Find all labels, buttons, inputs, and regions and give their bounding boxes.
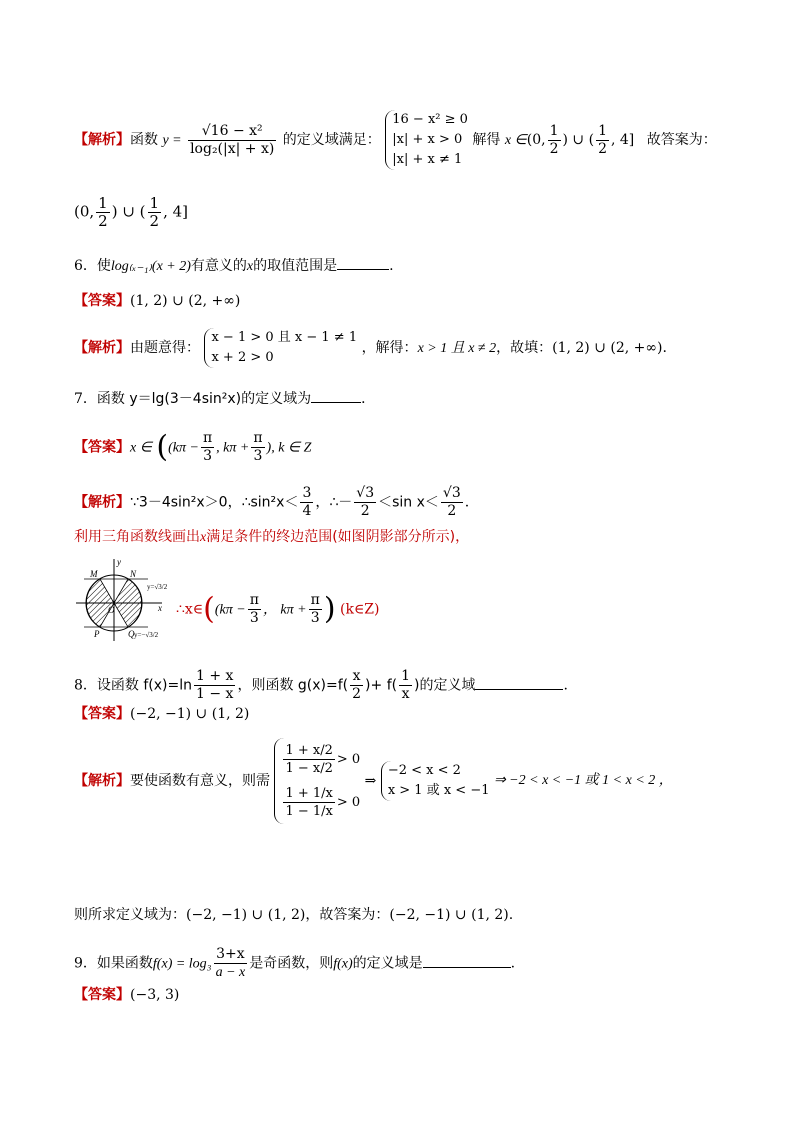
q5-f1-close: ) ∪ ( [562,132,595,148]
one: 1 [401,668,411,684]
q7-ans-open: (kπ − [168,440,199,456]
q6-text1: 使 [96,258,111,274]
three: 3 [310,610,320,626]
q8-f [194,668,235,703]
fig-label-p: P [94,629,100,639]
half-den: 2 [149,212,160,230]
q7-jx-part2: ，∴－ [315,494,353,511]
c2-num: 1 + 1/x [285,786,333,801]
q5-half-2 [596,123,609,158]
root3: √3 [356,485,375,501]
q8-jx-lead: 要使函数有意义，则需 [130,773,270,789]
q6-analysis [74,328,667,368]
q8-cond-1 [281,742,360,777]
fig-label-upper: y=√3/2 [147,583,168,591]
q7-line2-a: 利用三角函数线画出 [74,529,200,545]
q7-answer [74,430,311,465]
gt0: > 0 [336,752,361,767]
half-num: 1 [149,194,160,212]
q7-res-pi3-a [248,592,261,627]
q6-jx-fill: ，故填： [496,340,553,356]
q5-lead: 函数 [130,132,158,148]
q7-res-pi3-b [309,592,322,627]
pi: π [310,592,320,608]
q8-sys2-1: −2 < x < 2 [387,763,461,778]
half-num: 1 [598,122,607,139]
unit-circle-figure [74,555,174,645]
q7-r32-a [354,485,376,520]
q6-jx-cond: x > 1 且 x ≠ 2 [417,341,497,356]
q6-number: 6． [74,258,97,274]
pi: π [253,430,263,446]
q8-answer-value: (−2, −1) ∪ (1, 2) [130,706,250,722]
q6-answer [74,291,240,311]
q8-final-ans2: (−2, −1) ∪ (1, 2) [389,907,509,923]
q5-analysis [74,110,717,170]
q8-x2 [350,668,363,703]
q7-res-pre: ∴x∈ [176,601,204,618]
q8-system [274,738,360,824]
q8-final-end: . [508,907,514,923]
q7-line2-rest: 满足条件的终边范围(如图阴影部分所示)， [206,529,470,545]
q7-pi3-a [201,430,214,465]
q7-jx-end: . [464,494,470,511]
two: 2 [360,503,370,519]
fig-label-y: y [117,557,121,567]
q9-fx: f(x) = log₃ [152,956,212,972]
f34-den: 4 [302,503,312,519]
q5-ans-open: (0, [74,202,95,221]
fig-label-n: N [130,569,137,579]
q5-fraction [188,123,276,158]
q7-analysis [74,485,469,520]
q9-frac [214,946,248,981]
q7-blank[interactable] [311,388,361,403]
q8-c2 [283,785,334,820]
q8-arrow: ⇒ [364,773,377,789]
answer-label: 【答案】 [74,706,130,722]
analysis-label: 【解析】 [74,132,130,148]
fig-label-lower: y=−√3/2 [134,631,159,639]
answer-label: 【答案】 [74,293,130,309]
q5-cond-2: |x| + x > 0 [392,132,463,147]
three: 3 [203,448,212,464]
analysis-label: 【解析】 [74,340,130,356]
q8-text3: )+ f( [365,677,398,694]
q7-ans-pre: x ∈ [130,440,152,456]
q5-ans-half-2 [148,195,162,230]
q5-cond-3: |x| + x ≠ 1 [392,152,463,167]
q7-jx-part3: ＜sin x＜ [378,494,439,511]
q5-y: y = [162,133,182,148]
q5-ans-half-1 [96,195,110,230]
half-num: 1 [549,122,559,139]
q9-f-num: 3+x [214,946,248,964]
q9-answer [74,985,179,1005]
q5-tail: 故答案为： [646,132,717,148]
q7-pi3-b [251,430,264,465]
q5-half-1 [548,123,561,158]
q8-text4: )的定义域 [414,677,476,694]
q6-jx-end: . [662,340,667,356]
half-den: 2 [549,140,559,157]
q8-text1: 设函数 f(x)=ln [96,677,193,694]
q8-f-den: 1 − x [196,686,234,702]
q8-f-num: 1 + x [196,668,234,684]
q6-system [204,328,357,368]
fig-label-q: Q [128,629,135,639]
q8-c1 [283,742,334,777]
q5-solve: 解得 [472,132,501,148]
q8-analysis [74,738,673,824]
q7-res-close: ) [323,591,336,627]
q6-cond-1: x − 1 > 0 且 x − 1 ≠ 1 [211,330,358,345]
q7-r32-b [441,485,463,520]
q6-expr: log₍ₓ₋₁₎(x + 2) [110,259,191,274]
two: 2 [447,503,457,519]
three: 3 [253,448,263,464]
q6-answer-value: (1, 2) ∪ (2, +∞) [130,293,241,309]
q6-cond-2: x + 2 > 0 [211,350,274,365]
q8-final2: ，故答案为： [305,907,390,923]
q7-f34 [300,485,313,520]
q7-text: 函数 y＝lg(3－4sin²x)的定义域为 [96,391,312,407]
half-den: 2 [598,140,607,157]
q5-mid: 的定义域满足： [282,132,381,148]
q6-blank[interactable] [337,255,389,270]
c1-den: 1 − x/2 [285,761,333,776]
q8-blank[interactable] [475,675,563,690]
fig-label-x: x [158,603,162,613]
q5-system [385,110,468,170]
q7-ans-mid: , kπ + [216,440,250,456]
q8-question [74,668,568,703]
q8-final-ans: (−2, −1) ∪ (1, 2) [186,907,306,923]
three: 3 [249,610,259,626]
q7-res-paren-l: ( [203,591,215,627]
gt0: > 0 [336,795,361,810]
pi: π [249,592,259,608]
q9-text3: 的定义域是 [352,955,423,972]
q7-res-open: (kπ − [214,602,246,618]
q7-question [74,388,375,409]
q9-f-den: a − x [215,965,246,980]
q7-result [176,592,380,627]
half-den: 2 [98,212,108,230]
q7-res-k: (k∈Z) [340,601,380,618]
q8-final [74,905,513,925]
q8-end: . [563,677,568,694]
q5-numerator: √16 − x² [188,123,276,141]
q5-ans-close: , 4] [163,202,189,221]
answer-label: 【答案】 [74,439,130,456]
q9-number: 9． [74,955,97,972]
answer-label: 【答案】 [74,987,130,1003]
q9-text2: 是奇函数，则 [249,955,334,972]
two: 2 [352,686,362,702]
c1-num: 1 + x/2 [285,743,333,758]
analysis-label: 【解析】 [74,773,130,789]
q9-end: . [510,955,516,972]
fig-label-m: M [90,569,98,579]
q7-number: 7． [74,391,97,407]
q8-text2: ，则函数 g(x)=f( [237,677,349,694]
q5-f1-open: (0, [526,132,546,148]
q5-answer-line [74,195,188,230]
q6-jx-mid: ，解得： [361,340,418,356]
q8-1x [399,668,412,703]
q7-res-mid: ， kπ + [262,602,307,618]
q7-paren-l: ( [156,429,169,465]
q5-cond-1: 16 − x² ≥ 0 [392,112,468,127]
q5-f2-close: , 4] [610,132,635,148]
q9-answer-value: (−3, 3) [130,987,180,1003]
q8-number: 8． [74,677,97,694]
fig-label-o: O [108,605,115,615]
q8-cond-2 [281,785,360,820]
q7-line2 [74,527,469,548]
x: x [350,668,363,686]
q9-question [74,946,515,981]
q8-final1: 则所求定义域为： [74,907,186,923]
q5-x-in: x ∈ [504,133,527,148]
q6-question [74,255,394,277]
q8-result: ⇒ −2 < x < −1 或 1 < x < 2 ， [493,773,673,788]
pi: π [202,430,213,446]
q7-ans-close: ), k ∈ Z [266,440,312,456]
c2-den: 1 − 1/x [285,804,333,819]
q9-text1: 如果函数 [96,955,153,972]
q6-text3: 的取值范围是 [253,258,338,274]
f34-num: 3 [302,485,312,501]
analysis-label: 【解析】 [74,494,130,511]
q6-end: . [389,258,394,274]
q9-blank[interactable] [423,953,511,968]
q5-denominator: log₂(|x| + x) [190,140,275,157]
half-num: 1 [98,194,108,212]
q7-line2-var: x [200,530,207,545]
q6-var: x [246,259,254,274]
x: x [401,686,410,702]
q6-text2: 有意义的 [190,258,247,274]
q6-jx-ans: (1, 2) ∪ (2, +∞) [552,340,663,356]
root3: √3 [442,485,461,501]
q6-jx-lead: 由题意得： [130,340,200,356]
q5-ans-mid: ) ∪ ( [111,202,146,221]
q8-answer [74,704,249,724]
q8-system-2 [381,761,490,801]
q7-end: ． [361,391,376,407]
q9-fx2: f(x) [333,956,353,972]
q8-sys2-2: x > 1 或 x < −1 [387,783,490,798]
q7-jx-part1: ∵3－4sin²x＞0，∴sin²x＜ [130,494,299,511]
